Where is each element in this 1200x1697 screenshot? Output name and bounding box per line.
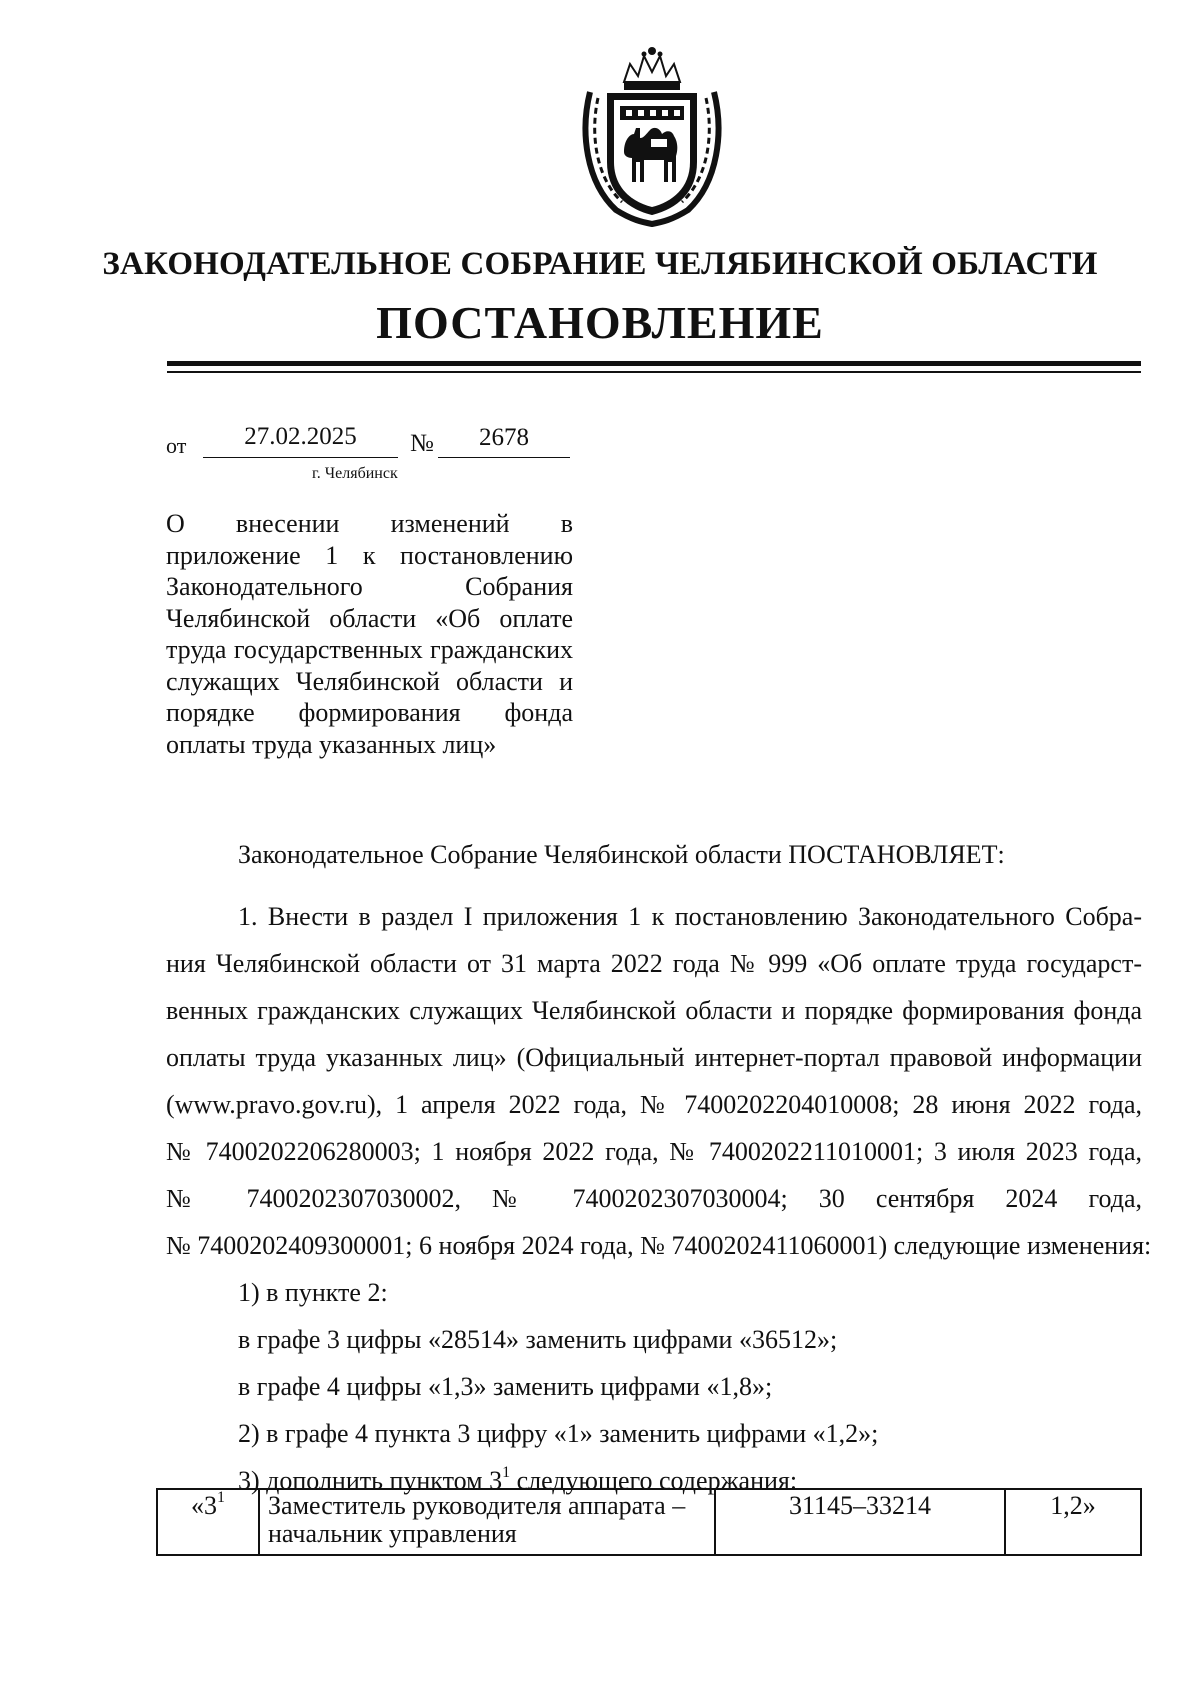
organization-title: ЗАКОНОДАТЕЛЬНОЕ СОБРАНИЕ ЧЕЛЯБИНСКОЙ ОБЛАСТИ <box>102 246 1098 282</box>
document-number: 2678 <box>479 424 529 451</box>
item-1-a: в графе 3 цифры «28514» заменить цифрами «36512»; <box>238 1325 838 1354</box>
position-title-cell: Заместитель руководителя аппарата – начальник управления <box>259 1489 715 1555</box>
table-row <box>157 1489 1141 1555</box>
resolves-line: Законодательное Собрание Челябинской области ПОСТАНОВЛЯЕТ: <box>238 840 1005 869</box>
coefficient-cell: 1,2» <box>1005 1489 1141 1555</box>
row-number-cell <box>157 1489 259 1555</box>
row-number-superscript: 1 <box>217 1489 225 1507</box>
paragraph-1-line: ния Челябинской области от 31 марта 2022 года № 999 «Об оплате труда государст- <box>166 949 1142 978</box>
city-label: г. Челябинск <box>312 465 398 482</box>
paragraph-1-line: оплаты труда указанных лиц» (Официальный интернет-портал правовой информации <box>166 1043 1142 1072</box>
date-prefix: от <box>166 433 187 458</box>
item-3-prefix: 3) дополнить пунктом <box>238 1466 483 1495</box>
header-rule-thick <box>167 361 1141 366</box>
chelyabinsk-coat-of-arms-icon <box>572 42 732 227</box>
item-1: 1) в пункте 2: <box>238 1278 388 1307</box>
header-rule-thin <box>167 371 1141 373</box>
row-number: «3 <box>191 1491 217 1520</box>
paragraph-1-line: № 7400202206280003; 1 ноября 2022 года, № 7400202211010001; 3 июля 2023 года, <box>166 1137 1142 1166</box>
item-3-suffix: следующего содержания: <box>516 1466 798 1495</box>
date-underline <box>203 457 398 458</box>
paragraph-1-line: 1. Внести в раздел I приложения 1 к постановлению Законодательного Собра- <box>238 902 1142 931</box>
paragraph-1-line: (www.pravo.gov.ru), 1 апреля 2022 года, № 7400202204010008; 28 июня 2022 года, <box>166 1090 1142 1119</box>
paragraph-1-line: венных гражданских служащих Челябинской области и порядке формирования фонда <box>166 996 1142 1025</box>
paragraph-1-line: № 7400202409300001; 6 ноября 2024 года, № 7400202411060001) следующие изменения: <box>166 1231 1152 1260</box>
number-sign: № <box>410 430 434 457</box>
inserted-row-table <box>156 1488 1142 1556</box>
document-type-title: ПОСТАНОВЛЕНИЕ <box>376 297 824 348</box>
item-1-b: в графе 4 цифры «1,3» заменить цифрами «1,8»; <box>238 1372 773 1401</box>
salary-range-cell: 31145–33214 <box>715 1489 1005 1555</box>
number-underline <box>438 457 570 458</box>
item-3-point: 3 <box>489 1466 503 1495</box>
document-date: 27.02.2025 <box>244 423 357 450</box>
document-subject: О внесении изменений в приложение 1 к постановлению Законодательного Собрания Челябинской области «Об оплате труда государственных гражданских служащих Челябинской области и порядке формирования фонда оплаты труда указанных лиц» <box>166 509 573 759</box>
item-2: 2) в графе 4 пункта 3 цифру «1» заменить цифрами «1,2»; <box>238 1419 879 1448</box>
paragraph-1-line: № 7400202307030002, № 7400202307030004; 30 сентября 2024 года, <box>166 1184 1142 1213</box>
coat-of-arms-emblem <box>572 42 732 227</box>
item-3-superscript: 1 <box>502 1464 511 1482</box>
